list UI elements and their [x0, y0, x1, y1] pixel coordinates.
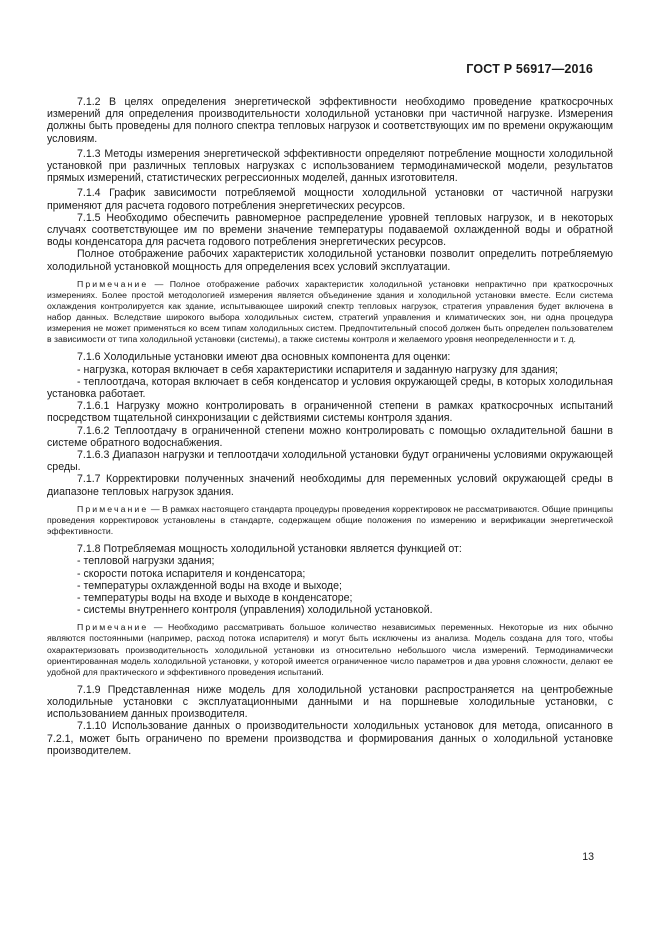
note-2 [47, 504, 613, 537]
paragraph-7-1-6: 7.1.6 Холодильные установки имеют два основных компонента для оценки: [77, 351, 451, 364]
note-text: — Необходимо рассматривать большое количество независимых переменных. Некоторые из них обычно являются постоянными (например, расход потока испарителя) и могут быть исключены из анализа. Модель создана для того, чтобы охарактеризовать производительность холодильной установки из относительно небольшого числа измерений. Термодинамически ориентированная модель холодильной установки, у которой имеется ограниченное число параметров и два уровня сложности, делают ее удобной для практического и эффективного проведения испытаний. [47, 622, 613, 677]
note-3 [47, 622, 613, 677]
note-label: Примечание [77, 278, 149, 289]
list-item: - температуры охлажденной воды на входе и выходе; [77, 579, 342, 592]
paragraph-7-1-2: 7.1.2 В целях определения энергетической эффективности необходимо проведение краткосрочных измерений для определения производительности холодильной установки при частичной нагрузке. Измерения должны быть проведены для полного спектра тепловых нагрузок и соответствующих им по времени окружающим условиям. [47, 96, 613, 145]
paragraph-7-1-9: 7.1.9 Представленная ниже модель для холодильной установки распространяется на центробежные холодильные установки с эксплуатационными данными и на поршневые холодильные установки, с использованием данных производителя. [47, 683, 613, 721]
paragraph-7-1-6-2: 7.1.6.2 Теплоотдачу в ограниченной степени можно контролировать с помощью охладительной башни в системе обратного водоснабжения. [47, 424, 613, 449]
note-label: Примечание [77, 503, 149, 514]
paragraph-7-1-3: 7.1.3 Методы измерения энергетической эффективности определяют потребление мощности холодильной установкой при различных тепловых нагрузках с использованием термодинамической модели, результатов прямых измерений, статистических регрессионных моделей, данных изготовителя. [47, 147, 613, 185]
paragraph-7-1-5: 7.1.5 Необходимо обеспечить равномерное распределение уровней тепловых нагрузок, и в некоторых случаях соответствующее им по времени значение температуры подаваемой охлажденной воды и обратной воды конденсатора для расчета годового потребления энергетических ресурсов. [47, 211, 613, 249]
paragraph-7-1-6-1: 7.1.6.1 Нагрузку можно контролировать в ограниченной степени в рамках краткосрочных испытаний посредством тщательной синхронизации с действиями системы контроля здания. [47, 400, 613, 425]
note-text: — Полное отображение рабочих характеристик холодильной установки непрактично при краткосрочных измерениях. Более простой методологией измерения является объединение здания и холодильной установки вместе. Если система охлаждения контролируется как здание, испытывающее широкий спектр тепловых нагрузок, стратегия управления будет включена в набор данных. Вследствие широкого выбора холодильных систем, стратегий управления и климатических зон, ни одна процедура измерения не может применяться ко всем типам холодильных систем. Предпочтительный способ должен быть определен пользователем в зависимости от типа холодильной установки (системы), а также системы контроля и желаемого уровня неопределенности и т. д. [47, 278, 613, 345]
paragraph-7-1-5-cont: Полное отображение рабочих характеристик холодильной установки позволит определить потребляемую холодильной установкой мощность для определения всех условий эксплуатации. [47, 248, 613, 273]
paragraph-7-1-10: 7.1.10 Использование данных о производительности холодильных установок для метода, описанного в 7.2.1, может быть ограничено по времени производства и формирования данных о холодильной установке производителем. [47, 720, 613, 757]
document-body [47, 96, 613, 757]
paragraph-7-1-8: 7.1.8 Потребляемая мощность холодильной установки является функцией от: [77, 543, 462, 556]
note-text: — В рамках настоящего стандарта процедуры проведения корректировок не рассматриваются. Общие принципы проведения корректировок установлены в стандарте, содержащем общие положения по измерению и верификации энергетической эффективности. [47, 503, 613, 537]
paragraph-7-1-7: 7.1.7 Корректировки полученных значений необходимы для переменных условий окружающей среды в диапазоне тепловых нагрузок здания. [47, 473, 613, 498]
paragraph-7-1-6-3: 7.1.6.3 Диапазон нагрузки и теплоотдачи холодильной установки будут ограничены условиями окружающей среды. [47, 449, 613, 474]
page-number: 13 [582, 851, 594, 863]
list-item: - скорости потока испарителя и конденсатора; [77, 567, 306, 580]
paragraph-7-1-4: 7.1.4 График зависимости потребляемой мощности холодильной установки от частичной нагрузки применяют для расчета годового потребления энергетических ресурсов. [47, 187, 613, 212]
list-item: - теплоотдача, которая включает в себя конденсатор и условия окружающей среды, в которых холодильная установка работает. [47, 375, 613, 401]
list-item: - нагрузка, которая включает в себя характеристики испарителя и заданную нагрузку для здания; [77, 363, 559, 376]
list-item: - системы внутреннего контроля (управления) холодильной установкой. [77, 604, 433, 617]
note-label: Примечание [77, 622, 149, 633]
document-header: ГОСТ Р 56917—2016 [466, 62, 593, 76]
list-item: - температуры воды на входе и выходе в конденсаторе; [77, 591, 353, 604]
note-1 [47, 279, 613, 346]
list-item: - тепловой нагрузки здания; [77, 555, 215, 568]
